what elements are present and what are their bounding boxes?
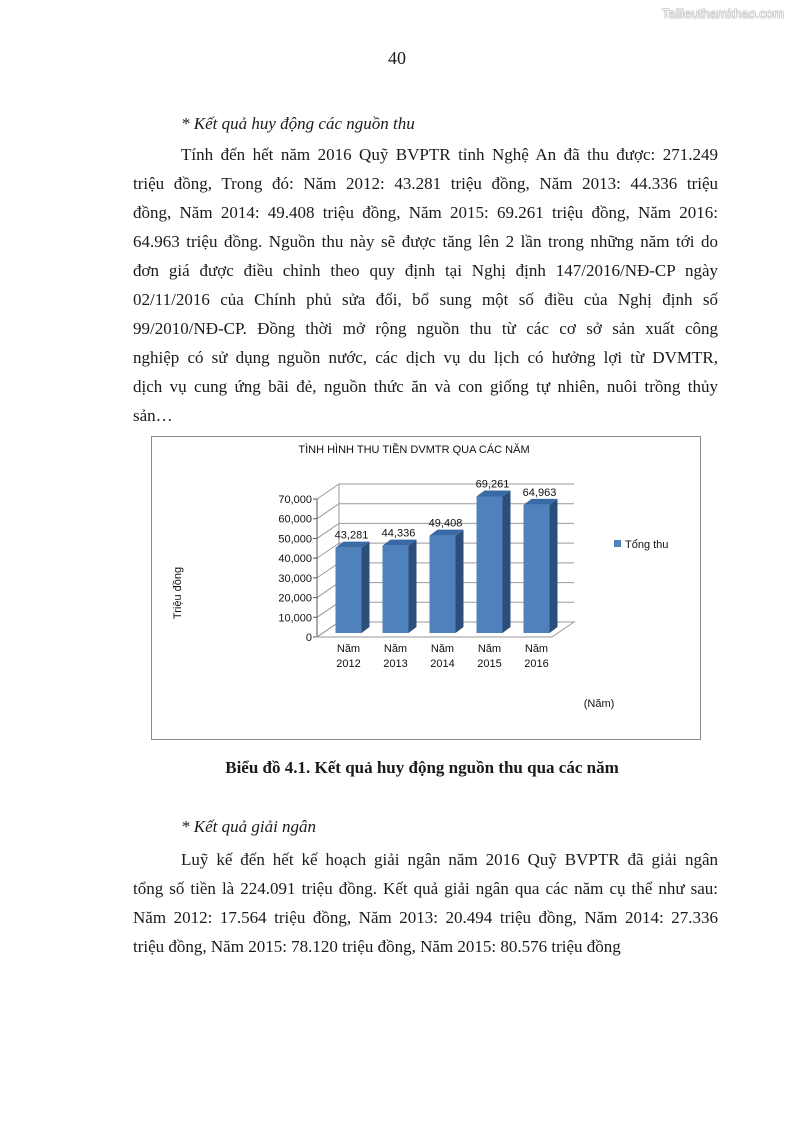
bar — [336, 548, 362, 633]
x-tick-label: 2015 — [477, 658, 502, 670]
text-line: sản… — [133, 406, 173, 425]
text-line: dịch vụ cung ứng bãi đẻ, nguồn thức ăn và con giống tự nhiên, nuôi trồng thủy — [133, 377, 718, 396]
chart-canvas — [152, 437, 700, 739]
y-tick-label: 30,000 — [278, 572, 312, 585]
bar-side — [456, 530, 464, 633]
y-tick-label: 60,000 — [278, 513, 312, 526]
bar-value-label: 69,261 — [475, 478, 510, 491]
x-tick-label: Năm — [477, 643, 502, 655]
text-line: Năm 2012: 17.564 triệu đồng, Năm 2013: 20.494 triệu đồng, Năm 2014: 27.336 — [133, 908, 718, 927]
text-line: triệu đồng, Năm 2015: 78.120 triệu đồng, Năm 2015: 80.576 triệu đồng — [133, 937, 621, 956]
bar-side — [550, 499, 558, 633]
text-line: Tính đến hết năm 2016 Quỹ BVPTR tỉnh Nghệ An đã thu được: 271.249 — [181, 145, 718, 164]
gridline-depth — [317, 504, 339, 519]
paragraph-revenue — [133, 140, 718, 430]
text-line: đồng, Năm 2014: 49.408 triệu đồng, Năm 2015: 69.261 triệu đồng, Năm 2016: — [133, 203, 718, 222]
y-tick-label: 70,000 — [278, 494, 312, 506]
y-tick-label: 50,000 — [278, 533, 312, 546]
bar — [383, 546, 409, 633]
section-heading-revenue: * Kết quả huy động các nguồn thu — [181, 114, 415, 133]
y-tick-label: 40,000 — [278, 553, 312, 566]
x-tick-label: 2016 — [524, 658, 549, 670]
y-tick-label: 0 — [305, 632, 312, 644]
y-tick-label: 10,000 — [278, 612, 312, 625]
legend-swatch — [614, 540, 621, 547]
text-line: 02/11/2016 của Chính phủ sửa đổi, bổ sung một số điều của Nghị định số — [133, 290, 718, 309]
text-line: Luỹ kế đến hết kế hoạch giải ngân năm 2016 Quỹ BVPTR đã giải ngân — [181, 850, 718, 869]
gridline-depth — [317, 484, 339, 499]
watermark: Tailieuthamkhao.com — [661, 6, 784, 21]
chart-caption: Biểu đồ 4.1. Kết quả huy động nguồn thu qua các năm — [225, 758, 619, 777]
bar — [524, 505, 550, 633]
text-line: 64.963 triệu đồng. Nguồn thu này sẽ được tăng lên 2 lần trong những năm tới do — [133, 232, 718, 251]
revenue-chart — [151, 436, 701, 740]
x-tick-label: 2012 — [336, 658, 361, 670]
bar-value-label: 44,336 — [381, 527, 416, 540]
paragraph-disbursement — [133, 845, 718, 961]
text-line: triệu đồng, Trong đó: Năm 2012: 43.281 triệu đồng, Năm 2013: 44.336 triệu — [133, 174, 718, 193]
bar-side — [503, 490, 511, 633]
bar-value-label: 43,281 — [334, 529, 369, 542]
x-tick-label: Năm — [336, 643, 361, 655]
text-line: đơn giá được điều chỉnh theo quy định tại Nghị định 147/2016/NĐ-CP ngày — [133, 261, 718, 280]
x-tick-label: 2013 — [383, 658, 408, 670]
x-tick-label: 2014 — [430, 658, 455, 670]
legend-label: Tổng thu — [625, 539, 669, 551]
y-tick-label: 20,000 — [278, 592, 312, 605]
bar-side — [409, 540, 417, 633]
text-line: 99/2010/NĐ-CP. Đồng thời mở rộng nguồn thu từ các cơ sở sản xuất công — [133, 319, 718, 338]
text-line: nghiệp có sử dụng nguồn nước, các dịch vụ du lịch có hưởng lợi từ DVMTR, — [133, 348, 718, 367]
x-tick-label: Năm — [430, 643, 455, 655]
bar-value-label: 64,963 — [522, 486, 557, 499]
section-heading-disbursement: * Kết quả giải ngân — [181, 817, 317, 836]
bar-value-label: 49,408 — [428, 517, 463, 530]
x-tick-label: Năm — [383, 643, 408, 655]
x-tick-label: Năm — [524, 643, 549, 655]
chart-title: TÌNH HÌNH THU TIỀN DVMTR QUA CÁC NĂM — [298, 444, 530, 456]
bar — [477, 496, 503, 633]
y-axis-label: Triệu đồng — [172, 566, 184, 620]
bar — [430, 536, 456, 633]
text-line: tổng số tiền là 224.091 triệu đồng. Kết quả giải ngân qua các năm cụ thể như sau: — [133, 879, 718, 898]
x-axis-label: (Năm) — [583, 698, 615, 710]
page-number: 40 — [388, 48, 406, 68]
bar-side — [362, 542, 370, 633]
